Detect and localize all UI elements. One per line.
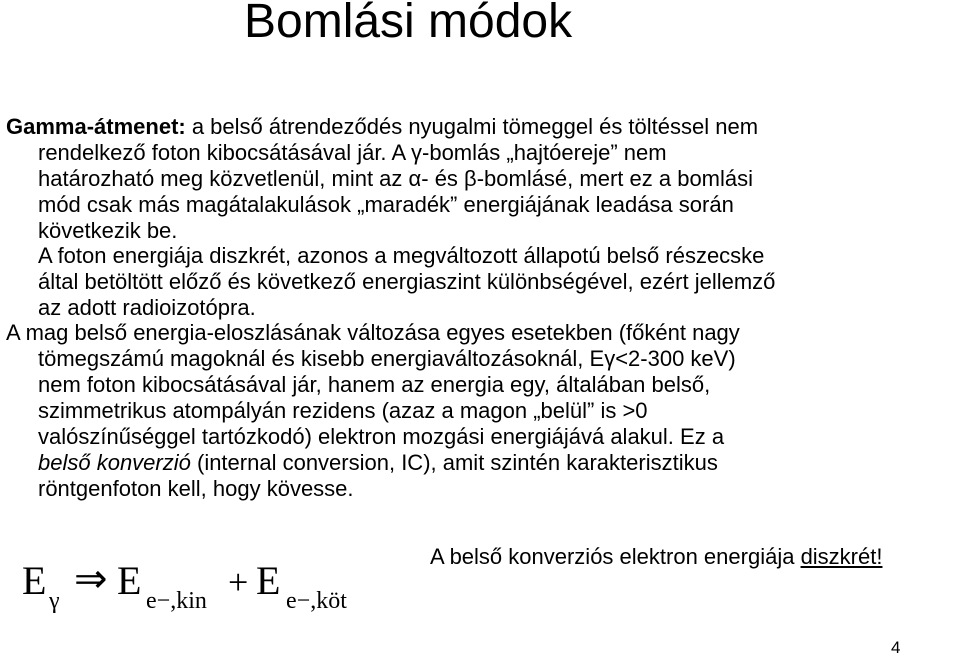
formula-term1-symbol: E bbox=[117, 558, 142, 603]
paragraph-line: következik be. bbox=[38, 218, 178, 243]
paragraph-line: A foton energiája diszkrét, azonos a megváltozott állapotú belső részecske bbox=[38, 243, 765, 268]
paragraph-line: határozható meg közvetlenül, mint az α- és β-bomlásé, mert ez a bomlási bbox=[38, 166, 754, 191]
paragraph-line bbox=[6, 450, 921, 476]
formula-term2-subscript: e−,köt bbox=[286, 588, 347, 614]
paragraph-line: röntgenfoton kell, hogy kövesse. bbox=[38, 476, 354, 501]
photon-energy-paragraph bbox=[38, 243, 953, 321]
paragraph-line: valószínűséggel tartózkodó) elektron mozgási energiájává alakul. Ez a bbox=[38, 424, 725, 449]
paragraph-line: az adott radioizotópra. bbox=[38, 295, 256, 320]
paragraph-line: nem foton kibocsátásával jár, hanem az energia egy, általában belső, bbox=[38, 372, 711, 397]
gamma-transition-paragraph bbox=[6, 114, 926, 244]
paragraph-line: által betöltött előző és következő energiaszint különbségével, ezért jellemző bbox=[38, 269, 776, 294]
energy-formula bbox=[22, 548, 422, 618]
formula-lhs-subscript: γ bbox=[49, 588, 60, 614]
paragraph-line-rest: (internal conversion, IC), amit szintén karakterisztikus bbox=[190, 450, 718, 475]
note-text: A belső konverziós elektron energiája bbox=[430, 544, 801, 569]
gamma-transition-lead: Gamma-átmenet: bbox=[6, 114, 186, 139]
internal-conversion-term: belső konverzió bbox=[38, 450, 191, 475]
formula-lhs-symbol: E bbox=[22, 558, 47, 603]
paragraph-line: rendelkező foton kibocsátásával jár. A γ-bomlás „hajtóereje” nem bbox=[38, 140, 667, 165]
implies-symbol: ⇒ bbox=[74, 556, 108, 601]
formula-term1-subscript: e−,kin bbox=[146, 588, 207, 614]
paragraph-line: szimmetrikus atompályán rezidens (azaz a magon „belül” is >0 bbox=[38, 398, 648, 423]
formula-term2-symbol: E bbox=[256, 558, 281, 603]
paragraph-line: mód csak más magátalakulások „maradék” energiájának leadása során bbox=[38, 192, 734, 217]
plus-symbol: + bbox=[228, 562, 249, 602]
paragraph-line: a belső átrendeződés nyugalmi tömeggel és töltéssel nem bbox=[185, 114, 759, 139]
page-number: 4 bbox=[891, 638, 901, 657]
internal-conversion-paragraph bbox=[6, 320, 921, 502]
slide-title: Bomlási módok bbox=[244, 0, 573, 48]
note-emphasis: diszkrét! bbox=[800, 544, 883, 569]
paragraph-line: A mag belső energia-eloszlásának változása egyes esetekben (főként nagy bbox=[6, 320, 740, 345]
paragraph-line: tömegszámú magoknál és kisebb energiaváltozásoknál, Eγ<2-300 keV) bbox=[38, 346, 736, 371]
discrete-energy-note bbox=[430, 543, 882, 571]
